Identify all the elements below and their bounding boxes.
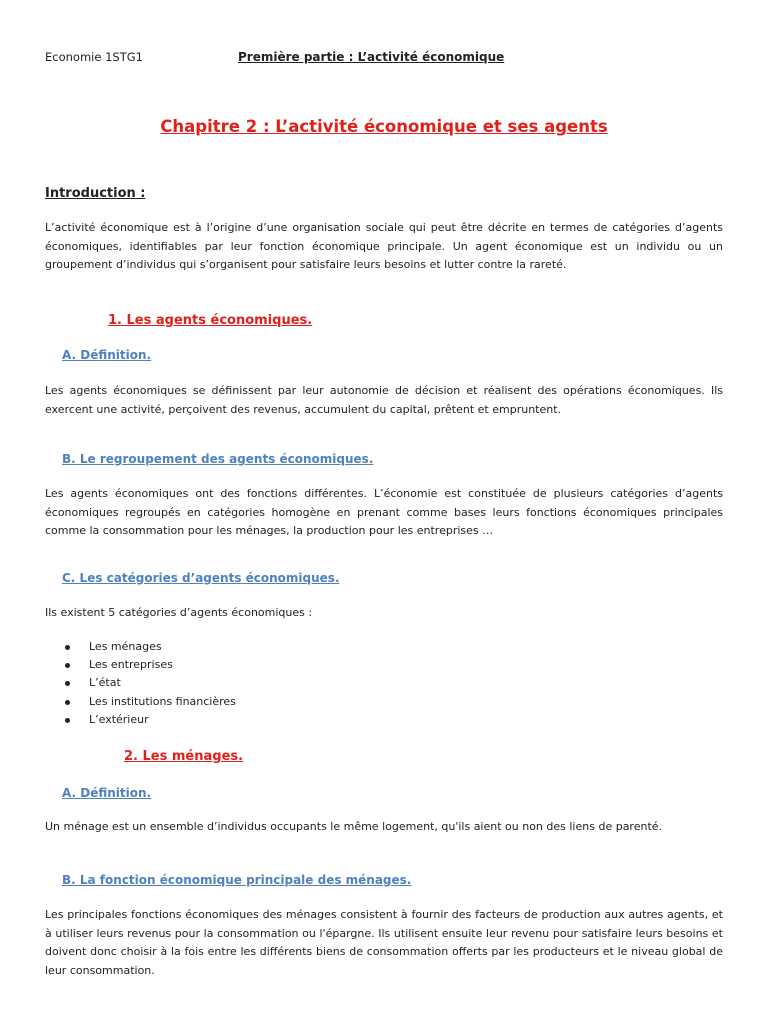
section-2-a-heading: A. Définition. — [62, 786, 152, 800]
list-item — [65, 693, 236, 711]
list-item — [65, 638, 236, 656]
introduction-paragraph: L’activité économique est à l’origine d’une organisation sociale qui peut être décrite en termes de catégories d’agents économiques, identifiables par leur fonction économique principale. Un agent économique est un individu ou un groupement d’individus qui s’organisent pour satisfaire leurs besoins et lutter contre la rareté. — [45, 221, 723, 271]
list-item-label: Les entreprises — [89, 658, 173, 672]
section-2-heading: 2. Les ménages. — [124, 749, 244, 764]
list-item — [65, 711, 236, 729]
list-item-label: Les ménages — [89, 640, 162, 653]
bullet-icon — [65, 645, 70, 650]
list-item — [65, 656, 236, 674]
list-item-label: Les institutions financières — [89, 694, 236, 708]
bullet-icon — [65, 718, 70, 723]
section-1-a-heading: A. Définition. — [62, 348, 152, 362]
section-1-c-intro: Ils existent 5 catégories d’agents économiques : — [45, 606, 313, 619]
bullet-icon — [65, 700, 70, 705]
part-title: Première partie : L’activité économique — [238, 50, 505, 64]
course-label: Economie 1STG1 — [45, 50, 143, 64]
chapter-title: Chapitre 2 : L’activité économique et ses agents — [160, 117, 608, 136]
section-2-b-paragraph: Les principales fonctions économiques des ménages consistent à fournir des facteurs de production aux autres agents, et à utiliser leurs revenus pour la consommation ou l'épargne. Ils utilisent ensuite leur revenu pour satisfaire leurs besoins et doivent donc choisir à la fois entre les différents biens de consommation offerts par les producteurs et le niveau global de leur consommation. — [45, 908, 723, 977]
introduction-heading: Introduction : — [45, 186, 146, 201]
section-1-heading: 1. Les agents économiques. — [108, 313, 313, 328]
section-1-b-heading: B. Le regroupement des agents économiques. — [62, 452, 374, 466]
section-1-b-paragraph: Les agents économiques ont des fonctions différentes. L’économie est constituée de plusieurs catégories d’agents économiques regroupés en catégories homogène en prenant comme bases leurs fonctions économiques principales comme la consommation pour les ménages, la production pour les entreprises … — [45, 487, 723, 537]
bullet-icon — [65, 681, 70, 686]
section-1-a-paragraph: Les agents économiques se définissent par leur autonomie de décision et réalisent des opérations économiques. Ils exercent une activité, perçoivent des revenus, accumulent du capital, prêtent et empruntent. — [45, 384, 723, 416]
section-1-c-heading: C. Les catégories d’agents économiques. — [62, 571, 340, 585]
bullet-icon — [65, 663, 70, 668]
list-item-label: L’extérieur — [89, 712, 149, 726]
section-2-a-paragraph: Un ménage est un ensemble d’individus occupants le même logement, qu'ils aient ou non des liens de parenté. — [45, 820, 663, 833]
list-item — [65, 674, 236, 692]
list-item-label: L’état — [89, 676, 121, 690]
agent-categories-list — [65, 638, 236, 729]
section-2-b-heading: B. La fonction économique principale des ménages. — [62, 873, 412, 887]
